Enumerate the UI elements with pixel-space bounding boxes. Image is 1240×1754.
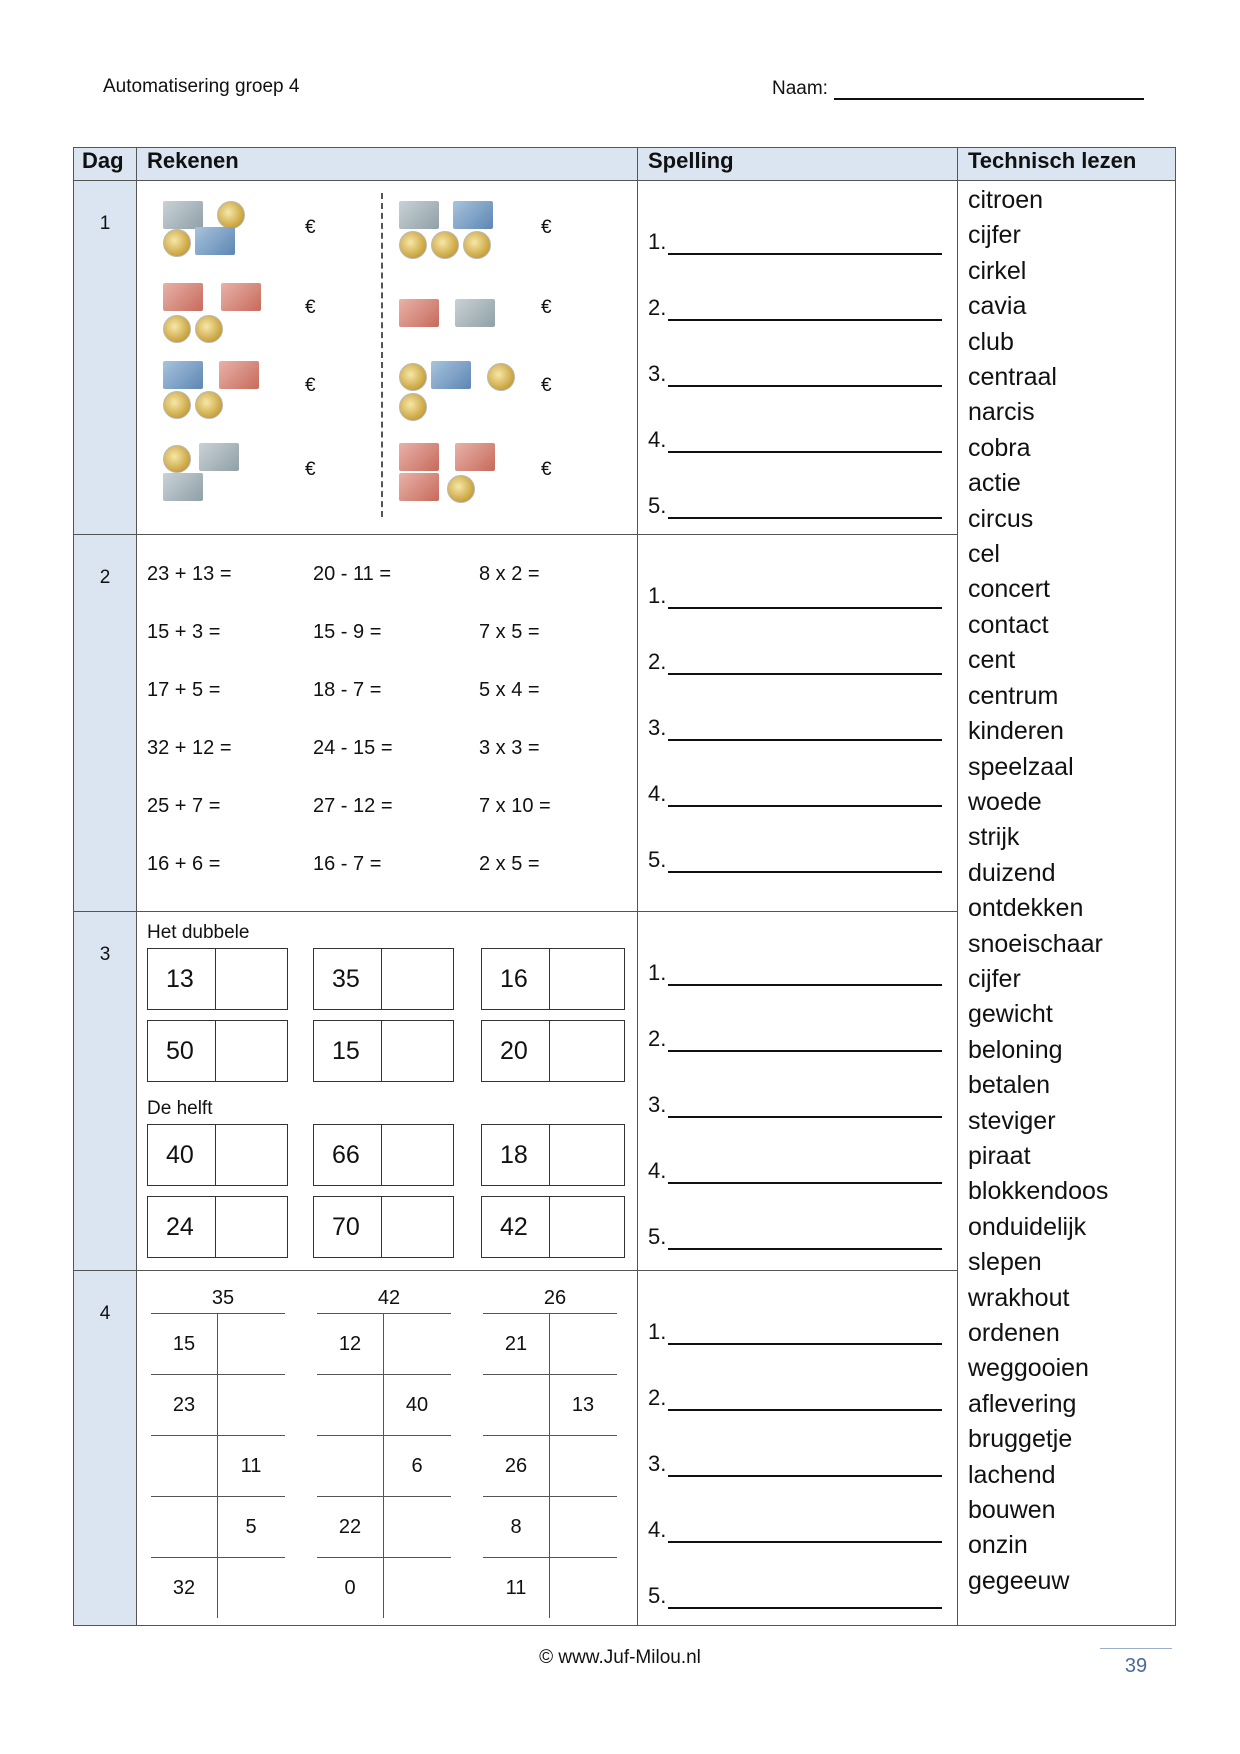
col-rekenen: Rekenen: [137, 148, 638, 181]
split-row: [151, 1435, 285, 1496]
reading-word: concert: [968, 575, 1050, 604]
sum-item[interactable]: 23 + 13 =: [147, 563, 232, 585]
reading-word: cirkel: [968, 256, 1027, 285]
double-box[interactable]: [147, 948, 288, 1010]
sum-item[interactable]: 5 x 4 =: [479, 679, 540, 701]
euro-answer[interactable]: €: [305, 297, 316, 318]
reading-word: club: [968, 327, 1014, 356]
divider: [381, 193, 383, 517]
split-cell[interactable]: [218, 1558, 284, 1618]
reading-word: strijk: [968, 823, 1020, 852]
reading-word: actie: [968, 469, 1021, 498]
reading-word: gewicht: [968, 1000, 1053, 1029]
day-2: 2: [74, 535, 137, 912]
note-5-icon: [399, 201, 439, 229]
col-lezen: Technisch lezen: [958, 148, 1176, 181]
sum-item[interactable]: 3 x 3 =: [479, 737, 540, 759]
sum-item[interactable]: 15 + 3 =: [147, 621, 221, 643]
spelling-line[interactable]: 3.: [648, 1411, 957, 1477]
reading-word: narcis: [968, 398, 1035, 427]
spelling-line[interactable]: 4.: [648, 387, 957, 453]
note-20-icon: [195, 227, 235, 255]
reading-word: bruggetje: [968, 1425, 1073, 1454]
coin-icon: [163, 445, 191, 473]
reading-word: duizend: [968, 858, 1056, 887]
split-cell: 11: [240, 1455, 262, 1477]
reading-word: onduidelijk: [968, 1212, 1087, 1241]
coin-icon: [463, 231, 491, 259]
split-cell[interactable]: [550, 1314, 616, 1374]
page-number: 39: [1100, 1648, 1172, 1678]
split-cell: 6: [411, 1455, 423, 1477]
col-dag: Dag: [74, 148, 137, 181]
reading-word: woede: [968, 787, 1042, 816]
note-5-icon: [163, 473, 203, 501]
euro-answer[interactable]: €: [541, 297, 552, 318]
reading-word: piraat: [968, 1141, 1031, 1170]
euro-answer[interactable]: €: [541, 459, 552, 480]
split-cell[interactable]: [151, 1436, 218, 1496]
sum-item[interactable]: 8 x 2 =: [479, 563, 540, 585]
split-cell: 23: [151, 1375, 218, 1435]
split-cell: 8: [483, 1497, 550, 1557]
split-row: [151, 1496, 285, 1557]
spelling-line[interactable]: 1.: [648, 189, 957, 255]
note-20-icon: [431, 361, 471, 389]
double-number: 13: [148, 949, 216, 1009]
reading-word: slepen: [968, 1248, 1042, 1277]
reading-word: cel: [968, 540, 1000, 569]
reading-words: [958, 181, 1176, 1626]
note-10-icon: [219, 361, 259, 389]
reading-word: onzin: [968, 1531, 1028, 1560]
reading-word: centraal: [968, 363, 1057, 392]
split-cell[interactable]: [218, 1314, 284, 1374]
day3-spelling: [638, 912, 958, 1271]
euro-answer[interactable]: €: [305, 217, 316, 238]
sum-item[interactable]: 16 + 6 =: [147, 853, 221, 875]
split-row: [483, 1313, 617, 1374]
spelling-line[interactable]: 5.: [648, 1543, 957, 1609]
reading-word: cijfer: [968, 221, 1021, 250]
split-cell: 21: [483, 1314, 550, 1374]
spelling-line[interactable]: 4.: [648, 1118, 957, 1184]
spelling-line[interactable]: 5.: [648, 453, 957, 519]
split-row: [317, 1435, 451, 1496]
name-label: Naam:: [772, 78, 828, 99]
reading-word: cobra: [968, 433, 1031, 462]
reading-word: citroen: [968, 186, 1044, 214]
footer-copyright: © www.Juf-Milou.nl: [539, 1647, 701, 1668]
day1-money: [137, 181, 638, 535]
reading-word: blokkendoos: [968, 1177, 1109, 1206]
day-1: 1: [74, 181, 137, 535]
split-cell[interactable]: [550, 1497, 616, 1557]
split-total: 26: [543, 1287, 567, 1309]
half-number: 66: [314, 1125, 382, 1185]
reading-word: aflevering: [968, 1389, 1077, 1418]
day4-trees: [137, 1271, 638, 1626]
double-number: 50: [148, 1021, 216, 1081]
split-tree: [483, 1283, 617, 1618]
half-number: 70: [314, 1197, 382, 1257]
reading-word: weggooien: [968, 1354, 1089, 1383]
reading-word: circus: [968, 504, 1034, 533]
half-number: 42: [482, 1197, 550, 1257]
half-label: De helft: [147, 1098, 213, 1119]
note-10-icon: [455, 443, 495, 471]
double-box[interactable]: [313, 948, 454, 1010]
coin-icon: [195, 315, 223, 343]
double-box[interactable]: [313, 1020, 454, 1082]
sum-item[interactable]: 27 - 12 =: [313, 795, 393, 817]
reading-word: cijfer: [968, 964, 1021, 993]
split-row: [317, 1496, 451, 1557]
split-row: [317, 1557, 451, 1618]
day3-boxes: [137, 912, 638, 1271]
half-box[interactable]: [481, 1124, 625, 1186]
coin-icon: [217, 201, 245, 229]
double-number: 20: [482, 1021, 550, 1081]
double-box[interactable]: [147, 1020, 288, 1082]
reading-word: cent: [968, 646, 1016, 675]
split-row: [483, 1557, 617, 1618]
note-5-icon: [455, 299, 495, 327]
sum-item[interactable]: 7 x 10 =: [479, 795, 551, 817]
euro-answer[interactable]: €: [541, 375, 552, 396]
day2-spelling: [638, 535, 958, 912]
sum-item[interactable]: 32 + 12 =: [147, 737, 232, 759]
coin-icon: [163, 315, 191, 343]
coin-icon: [447, 475, 475, 503]
reading-word: beloning: [968, 1035, 1063, 1064]
split-row: [317, 1313, 451, 1374]
spelling-line[interactable]: 1.: [648, 543, 957, 609]
reading-word: snoeischaar: [968, 929, 1103, 958]
double-number: 35: [314, 949, 382, 1009]
split-cell: 11: [483, 1558, 550, 1618]
split-row: [483, 1496, 617, 1557]
sum-item[interactable]: 20 - 11 =: [313, 563, 392, 585]
split-cell: 15: [151, 1314, 218, 1374]
split-cell: 32: [151, 1558, 218, 1618]
half-box[interactable]: [313, 1124, 454, 1186]
split-cell[interactable]: [384, 1497, 450, 1557]
split-row: [151, 1374, 285, 1435]
sum-item[interactable]: 16 - 7 =: [313, 853, 382, 875]
sum-item[interactable]: 25 + 7 =: [147, 795, 221, 817]
sum-item[interactable]: 24 - 15 =: [313, 737, 393, 759]
day1-spelling: [638, 181, 958, 535]
coin-icon: [163, 391, 191, 419]
euro-answer[interactable]: €: [305, 459, 316, 480]
reading-word: ordenen: [968, 1319, 1060, 1347]
coin-icon: [487, 363, 515, 391]
reading-word: centrum: [968, 681, 1059, 710]
worksheet-table: [73, 147, 1176, 1626]
spelling-line[interactable]: 3.: [648, 675, 957, 741]
split-cell[interactable]: [384, 1558, 450, 1618]
sum-item[interactable]: 2 x 5 =: [479, 853, 540, 875]
day-4: 4: [74, 1271, 137, 1626]
reading-word: ontdekken: [968, 894, 1084, 923]
note-10-icon: [221, 283, 261, 311]
split-cell[interactable]: [550, 1436, 616, 1496]
reading-word: lachend: [968, 1460, 1056, 1489]
reading-word: kinderen: [968, 717, 1064, 746]
spelling-line[interactable]: 4.: [648, 1477, 957, 1543]
coin-icon: [163, 229, 191, 257]
split-tree: [317, 1283, 451, 1618]
coin-icon: [399, 363, 427, 391]
half-number: 40: [148, 1125, 216, 1185]
split-tree: [151, 1283, 285, 1618]
split-cell[interactable]: [317, 1436, 384, 1496]
reading-word: gegeeuw: [968, 1566, 1070, 1595]
day-3: 3: [74, 912, 137, 1271]
reading-word: speelzaal: [968, 752, 1074, 781]
split-row: [483, 1374, 617, 1435]
col-spelling: Spelling: [638, 148, 958, 181]
spelling-line[interactable]: 2.: [648, 609, 957, 675]
half-box[interactable]: [313, 1196, 454, 1258]
name-field: [772, 76, 1144, 100]
reading-word: wrakhout: [968, 1283, 1070, 1312]
name-line[interactable]: [834, 76, 1144, 100]
coin-icon: [399, 393, 427, 421]
split-row: [317, 1374, 451, 1435]
split-cell: 0: [317, 1558, 384, 1618]
half-number: 24: [148, 1197, 216, 1257]
split-cell[interactable]: [550, 1558, 616, 1618]
sum-item[interactable]: 7 x 5 =: [479, 621, 540, 643]
double-number: 16: [482, 949, 550, 1009]
note-10-icon: [399, 443, 439, 471]
day2-sums: [137, 535, 638, 912]
split-cell: 5: [245, 1516, 257, 1538]
spelling-line[interactable]: 5.: [648, 1184, 957, 1250]
double-number: 15: [314, 1021, 382, 1081]
reading-word: contact: [968, 610, 1049, 639]
half-box[interactable]: [147, 1196, 288, 1258]
spelling-line[interactable]: 3.: [648, 1052, 957, 1118]
spelling-line[interactable]: 1.: [648, 1279, 957, 1345]
split-total: 35: [211, 1287, 235, 1309]
euro-answer[interactable]: €: [305, 375, 316, 396]
sum-item[interactable]: 17 + 5 =: [147, 679, 221, 701]
double-label: Het dubbele: [147, 922, 250, 943]
half-box[interactable]: [481, 1196, 625, 1258]
note-10-icon: [163, 283, 203, 311]
coin-icon: [399, 231, 427, 259]
reading-word: betalen: [968, 1071, 1051, 1100]
split-cell: 40: [405, 1394, 429, 1416]
note-10-icon: [399, 299, 439, 327]
double-box[interactable]: [481, 1020, 625, 1082]
split-cell[interactable]: [317, 1375, 384, 1435]
split-total: 42: [377, 1287, 401, 1309]
reading-word: steviger: [968, 1106, 1056, 1135]
split-cell[interactable]: [483, 1375, 550, 1435]
split-cell: 12: [317, 1314, 384, 1374]
split-row: [151, 1557, 285, 1618]
spelling-line[interactable]: 2.: [648, 1345, 957, 1411]
sum-item[interactable]: 15 - 9 =: [313, 621, 382, 643]
day4-spelling: [638, 1271, 958, 1626]
note-5-icon: [163, 201, 203, 229]
spelling-line[interactable]: 5.: [648, 807, 957, 873]
half-box[interactable]: [147, 1124, 288, 1186]
split-cell[interactable]: [218, 1375, 284, 1435]
worksheet-title: Automatisering groep 4: [103, 76, 300, 97]
double-box[interactable]: [481, 948, 625, 1010]
spelling-line[interactable]: 2.: [648, 255, 957, 321]
note-5-icon: [199, 443, 239, 471]
split-cell: 22: [317, 1497, 384, 1557]
split-cell[interactable]: [384, 1314, 450, 1374]
reading-word: cavia: [968, 292, 1027, 321]
half-number: 18: [482, 1125, 550, 1185]
split-cell: 26: [483, 1436, 550, 1496]
split-cell: 13: [571, 1394, 595, 1416]
note-10-icon: [399, 473, 439, 501]
spelling-line[interactable]: 1.: [648, 920, 957, 986]
note-20-icon: [453, 201, 493, 229]
reading-word: bouwen: [968, 1496, 1056, 1525]
split-row: [151, 1313, 285, 1374]
coin-icon: [431, 231, 459, 259]
split-cell[interactable]: [151, 1497, 218, 1557]
split-row: [483, 1435, 617, 1496]
sum-item[interactable]: 18 - 7 =: [313, 679, 382, 701]
spelling-line[interactable]: 2.: [648, 986, 957, 1052]
coin-icon: [195, 391, 223, 419]
spelling-line[interactable]: 3.: [648, 321, 957, 387]
spelling-line[interactable]: 4.: [648, 741, 957, 807]
euro-answer[interactable]: €: [541, 217, 552, 238]
note-20-icon: [163, 361, 203, 389]
